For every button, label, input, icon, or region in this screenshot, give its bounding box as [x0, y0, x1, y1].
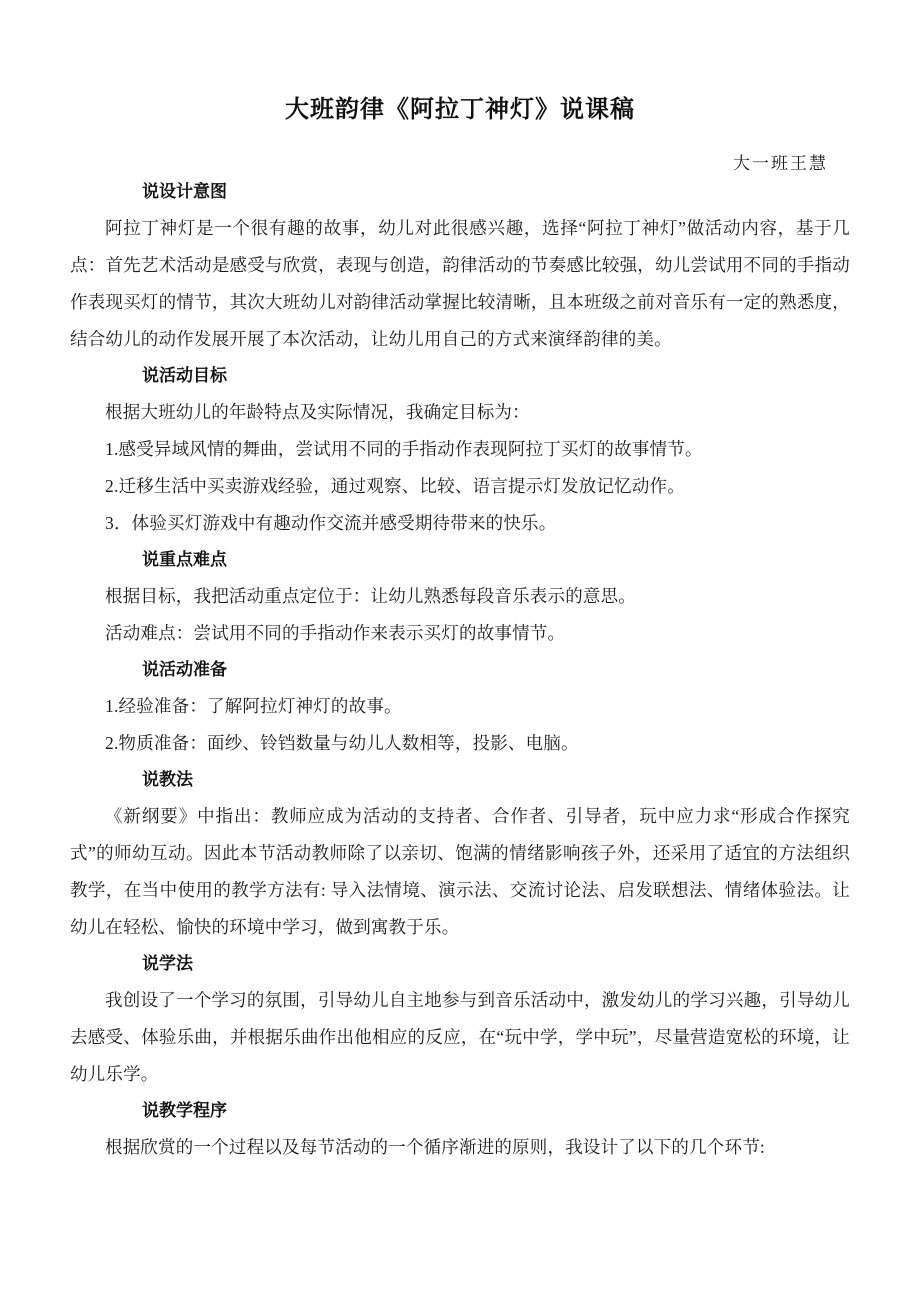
page-title: 大班韵律《阿拉丁神灯》说课稿 — [285, 96, 635, 123]
section-list-item: 2.物质准备：面纱、铃铛数量与幼儿人数相等，投影、电脑。 — [105, 732, 579, 753]
section-shuo-jiaoxue-chengxu — [70, 1093, 850, 1166]
section-paragraph: 我创设了一个学习的氛围，引导幼儿自主地参与到音乐活动中，激发幼儿的学习兴趣，引导幼儿去感受、体验乐曲，并根据乐曲作出他相应的反应，在“玩中学，学中玩”，尽量营造宽松的环境，让幼儿乐学。 — [70, 989, 850, 1084]
section-list-item: 3．体验买灯游戏中有趣动作交流并感受期待带来的快乐。 — [105, 512, 557, 533]
section-list-item: 1.感受异域风情的舞曲，尝试用不同的手指动作表现阿拉丁买灯的故事情节。 — [105, 438, 703, 459]
section-heading: 说重点难点 — [142, 549, 227, 569]
section-heading: 说教法 — [142, 769, 193, 789]
author-byline: 大一班王慧 — [733, 153, 828, 173]
section-list-item: 1.经验准备：了解阿拉灯神灯的故事。 — [105, 695, 402, 716]
section-paragraph: 根据大班幼儿的年龄特点及实际情况，我确定目标为： — [105, 401, 530, 422]
section-shuo-sheji-yitu — [70, 174, 850, 358]
section-shuo-zhongdian-nandian — [70, 542, 850, 652]
section-shuo-xuefa — [70, 946, 850, 1093]
section-paragraph: 根据欣赏的一个过程以及每节活动的一个循序渐进的原则，我设计了以下的几个环节: — [105, 1136, 765, 1157]
section-heading: 说活动目标 — [142, 365, 227, 385]
section-shuo-jiaofa — [70, 762, 850, 946]
section-shuo-huodong-mubiao — [70, 358, 850, 542]
section-paragraph: 阿拉丁神灯是一个很有趣的故事，幼儿对此很感兴趣，选择“阿拉丁神灯”做活动内容，基于几点：首先艺术活动是感受与欣赏，表现与创造，韵律活动的节奏感比较强，幼儿尝试用不同的手指动作表现买灯的情节，其次大班幼儿对韵律活动掌握比较清晰，且本班级之前对音乐有一定的熟悉度，结合幼儿的动作发展开展了本次活动，让幼儿用自己的方式来演绎韵律的美。 — [70, 217, 850, 349]
section-heading: 说教学程序 — [142, 1100, 227, 1120]
section-heading: 说设计意图 — [142, 181, 227, 201]
section-paragraph: 活动难点：尝试用不同的手指动作来表示买灯的故事情节。 — [105, 622, 566, 643]
section-heading: 说学法 — [142, 953, 193, 973]
section-paragraph: 根据目标，我把活动重点定位于：让幼儿熟悉每段音乐表示的意思。 — [105, 585, 636, 606]
section-heading: 说活动准备 — [142, 659, 227, 679]
section-shuo-huodong-zhunbei — [70, 652, 850, 762]
section-paragraph: 《新纲要》中指出：教师应成为活动的支持者、合作者、引导者，玩中应力求“形成合作探究式”的师幼互动。因此本节活动教师除了以亲切、饱满的情绪影响孩子外，还采用了适宜的方法组织教学，在当中使用的教学方法有: 导入法情境、演示法、交流讨论法、启发联想法、情绪体验法。让幼儿在轻松、愉快的环境中学习，做到寓教于乐。 — [70, 805, 850, 937]
document-content — [70, 0, 850, 1166]
section-list-item: 2.迁移生活中买卖游戏经验，通过观察、比较、语言提示灯发放记忆动作。 — [105, 475, 685, 496]
